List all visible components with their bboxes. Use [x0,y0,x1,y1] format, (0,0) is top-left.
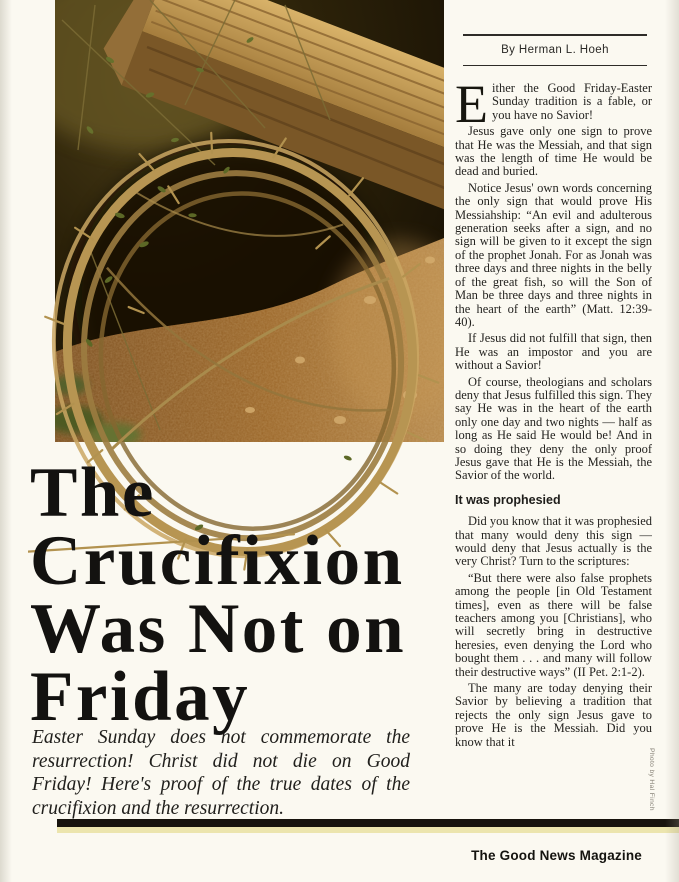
paragraph: Either the Good Friday-Easter Sunday tradition is a fable, or you have no Savior! [455,82,652,134]
headline-line: The [30,454,156,532]
paragraph: Of course, theologians and scholars deny that Jesus fulfilled this sign. They say He was in the heart of the earth only one day and two nights — half as long as He said He would be! And in so doing they deny the only proof Jesus gave that He is the Messiah, the Savior of the world. [455,374,652,483]
article-column [455,82,652,815]
section-heading: It was prophesied [455,492,561,507]
paragraph: “But there were also false prophets among the people [in Old Testament times], even as there will be false teachers among you [Christians], who will secretly bring in destructive heresies, even denying the Lord who bought them . . . and many will follow their destructive ways” (II Pet. 2:1-2). [455,570,652,679]
headline-line: Crucifixion [30,522,405,600]
magazine-title: The Good News Magazine [471,848,642,863]
paragraph: If Jesus did not fulfill that sign, then He was an impostor and you are without a Savior! [455,331,652,373]
drop-cap: E [455,82,488,134]
byline [463,34,647,66]
headline [30,454,455,736]
paragraph: Did you know that it was prophesied that many would deny this sign — would deny that Jesus actually is the very Christ? Turn to the scriptures: [455,514,652,569]
photo-credit: Photo by Hal Finch [648,748,655,811]
paragraph: The many are today denying their Savior by believing a tradition that rejects the only sign Jesus gave to prove He is the Messiah. Did you know that it [455,681,652,749]
paragraph: Jesus gave only one sign to prove that He was the Messiah, and that sign was the length of time He would be dead and buried. [455,124,652,179]
headline-line: Friday [30,658,251,736]
deck-text: Easter Sunday does not commemorate the resurrection! Christ did not die on Good Friday! Here's proof of the true dates of the crucifixion and the resurrection. [32,727,410,819]
paragraph: Notice Jesus' own words concerning the only sign that would prove His Messiahship: “An evil and adulterous generation seeks after a sign, and no sign will be given to it except the sign of the prophet Jonah. For as Jonah was three days and three nights in the belly of the great fish, so will the Son of Man be three days and three nights in the heart of the earth” (Matt. 12:39-40). [455,180,652,329]
footer-rule-cream [57,827,679,833]
byline-text: By Herman L. Hoeh [501,44,609,56]
footer-rule-black [57,819,679,827]
headline-line: Was Not on [30,590,407,668]
